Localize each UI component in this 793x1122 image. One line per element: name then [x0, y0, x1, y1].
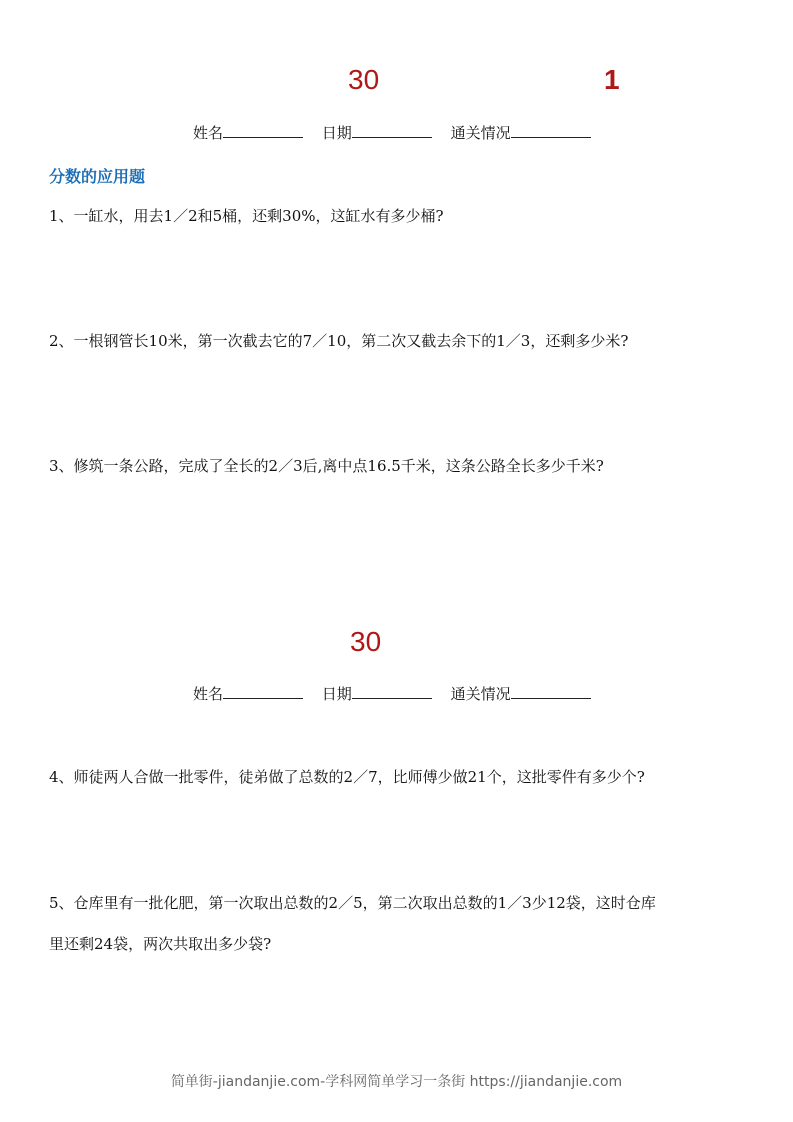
title-number: 30 [348, 64, 380, 95]
date-label: 日期 [321, 685, 352, 703]
status-blank[interactable] [511, 684, 591, 699]
question-5-line2: 里还剩24袋，两次共取出多少袋? [49, 935, 272, 953]
date-blank[interactable] [352, 684, 432, 699]
question-1: 1、一缸水，用去1／2和5桶，还剩30%，这缸水有多少桶? [49, 207, 444, 225]
name-label: 姓名 [193, 124, 224, 142]
footer-watermark: 简单街-jiandanjie.com-学科网简单学习一条街 https://jiandanjie.com [170, 1074, 623, 1090]
date-blank[interactable] [352, 123, 432, 138]
status-blank[interactable] [511, 123, 591, 138]
question-4: 4、师徒两人合做一批零件，徒弟做了总数的2／7，比师傅少做21个，这批零件有多少个? [49, 768, 645, 786]
status-label: 通关情况 [450, 685, 511, 703]
name-blank[interactable] [223, 684, 303, 699]
section-title: 分数的应用题 [49, 167, 146, 186]
question-2: 2、一根钢管长10米，第一次截去它的7／10，第二次又截去余下的1／3，还剩多少米? [49, 332, 629, 350]
info-row-2 [193, 683, 591, 704]
title-level: 1 [604, 64, 620, 95]
question-3: 3、修筑一条公路，完成了全长的2／3后,离中点16.5千米，这条公路全长多少千米? [49, 457, 604, 475]
title-number-2: 30 [350, 626, 382, 657]
status-label: 通关情况 [450, 124, 511, 142]
name-label: 姓名 [193, 685, 224, 703]
info-row [193, 122, 591, 143]
date-label: 日期 [321, 124, 352, 142]
name-blank[interactable] [223, 123, 303, 138]
question-5-line1: 5、仓库里有一批化肥，第一次取出总数的2／5，第二次取出总数的1／3少12袋，这时仓库 [49, 894, 656, 912]
